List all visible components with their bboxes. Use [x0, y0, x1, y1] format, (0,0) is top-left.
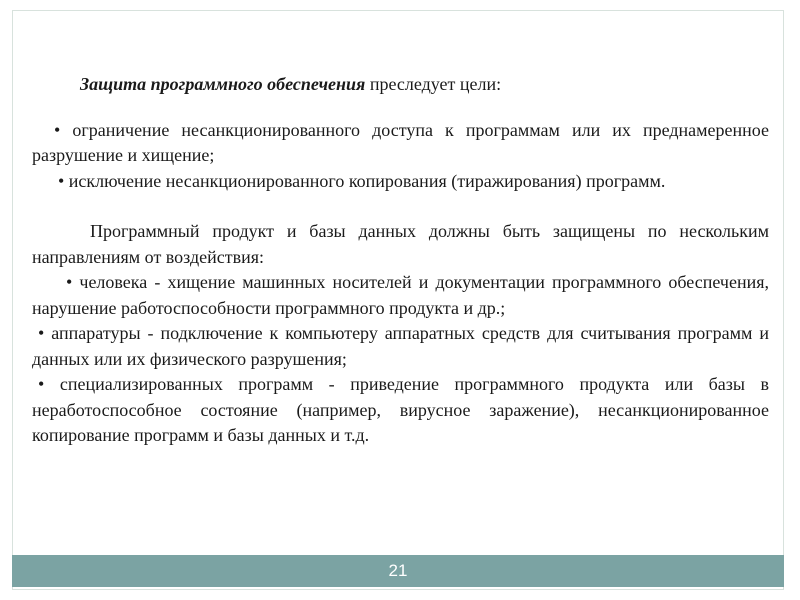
heading-rest: преследует цели:	[365, 74, 502, 94]
direction-item-software: • специализированных программ - приведение программного продукта или базы в неработоспособное состояние (например, вирусное заражение), несанкционированное копирование программ и базы данных и т.д.	[32, 374, 769, 445]
footer-bar	[12, 555, 784, 587]
goal-item-2: • исключение несанкционированного копирования (тиражирования) программ.	[58, 170, 666, 191]
goal-item-1: • ограничение несанкционированного доступа к программам или их преднамеренное разрушение и хищение;	[32, 119, 769, 165]
direction-item-human: • человека - хищение машинных носителей и документации программного обеспечения, нарушение работоспособности программного продукта и др.;	[32, 272, 769, 318]
direction-item-hardware: • аппаратуры - подключение к компьютеру аппаратных средств для считывания программ и данных или их физического разрушения;	[32, 323, 769, 369]
slide-heading	[32, 72, 769, 98]
directions-paragraph: Программный продукт и базы данных должны быть защищены по нескольким направлениям от воздействия:	[32, 221, 769, 267]
slide-content	[32, 72, 769, 449]
spacer	[32, 194, 769, 219]
page-number: 21	[388, 561, 408, 580]
heading-emphasis: Защита программного обеспечения	[80, 74, 366, 94]
